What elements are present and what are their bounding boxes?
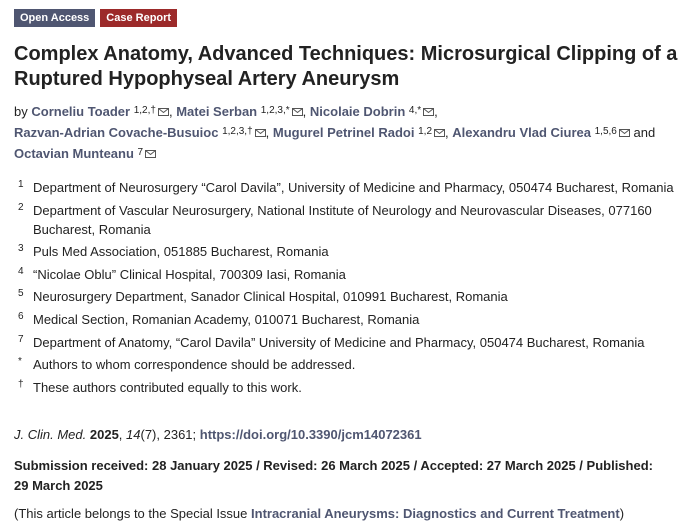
author-affiliation-sup: 1,2 xyxy=(418,126,433,137)
citation: J. Clin. Med. 2025, 14(7), 2361; https://doi.org/10.3390/jcm14072361 xyxy=(14,427,422,442)
author-affiliation-sup: 1,2,3,† xyxy=(222,126,253,137)
author-name-link[interactable]: Razvan-Adrian Covache-Busuioc xyxy=(14,125,219,140)
affiliation-text: These authors contributed equally to this work. xyxy=(33,379,302,395)
affiliation-number: 5 xyxy=(18,288,24,300)
author-affiliation-sup: 1,2,† xyxy=(133,105,156,116)
affiliation-item xyxy=(14,310,690,329)
author-item: Mugurel Petrinel Radoi $^{1,2}$ , xyxy=(272,125,449,140)
affiliation-number: 4 xyxy=(18,265,24,277)
special-issue-note xyxy=(14,505,624,523)
email-icon[interactable] xyxy=(423,108,434,116)
equal-contribution-note xyxy=(14,378,690,397)
article-title: Complex Anatomy, Advanced Techniques: Microsurgical Clipping of a Ruptured Hypophyseal Artery Aneurysm xyxy=(14,43,678,90)
publication-dates: Submission received: 28 January 2025 / Revised: 26 March 2025 / Accepted: 27 March 2025 / Published: 29 March 2025 xyxy=(14,458,653,493)
citation-year: 2025 xyxy=(89,427,119,442)
author-item: Razvan-Adrian Covache-Busuioc $^{1,2,3,\dagger}$ , xyxy=(14,125,270,140)
special-issue-prefix: (This article belongs to the Special Issue xyxy=(14,506,252,521)
affiliation-number: 6 xyxy=(18,310,24,322)
affiliation-item xyxy=(14,201,690,239)
author-name-link[interactable]: Matei Serban xyxy=(176,104,258,119)
author-affiliation-sup: 4,* xyxy=(408,105,422,116)
affiliation-item xyxy=(14,265,690,284)
author-item xyxy=(14,146,156,161)
journal-name: J. Clin. Med. xyxy=(14,427,87,442)
citation-issue: (7) xyxy=(140,427,157,442)
affiliation-item xyxy=(14,333,690,352)
affiliation-number: * xyxy=(18,356,22,368)
affiliation-number: 7 xyxy=(18,333,24,345)
doi-link[interactable]: https://doi.org/10.3390/jcm14072361 xyxy=(199,427,422,442)
affiliation-text: Neurosurgery Department, Sanador Clinical Hospital, 010991 Bucharest, Romania xyxy=(33,289,508,305)
author-name-link[interactable]: Alexandru Vlad Ciurea xyxy=(452,125,591,140)
special-issue-link[interactable]: Intracranial Aneurysms: Diagnostics and Current Treatment xyxy=(251,506,620,521)
open-access-badge[interactable]: Open Access xyxy=(14,9,95,27)
citation-pages: , 2361; xyxy=(156,427,200,442)
affiliation-item xyxy=(14,178,690,197)
affiliation-number: 3 xyxy=(18,243,24,255)
affiliation-text: Department of Neurosurgery “Carol Davila”, University of Medicine and Pharmacy, 050474 Bucharest, Romania xyxy=(33,180,674,195)
affiliation-item xyxy=(14,242,690,261)
affiliation-item xyxy=(14,287,690,306)
email-icon[interactable] xyxy=(619,129,630,137)
author-name-link[interactable]: Nicolaie Dobrin xyxy=(309,104,406,119)
email-icon[interactable] xyxy=(255,129,266,137)
author-affiliation-sup: 1,2,3,* xyxy=(260,105,290,116)
author-affiliation-sup: 7 xyxy=(137,147,144,158)
correspondence-note xyxy=(14,355,690,374)
author-item xyxy=(452,125,630,140)
author-name-link[interactable]: Corneliu Toader xyxy=(31,104,131,119)
by-label: by xyxy=(14,104,28,119)
email-icon[interactable] xyxy=(145,150,156,158)
affiliation-text: “Nicolae Oblu” Clinical Hospital, 700309 Iasi, Romania xyxy=(33,266,346,282)
email-icon[interactable] xyxy=(434,129,445,137)
affiliation-list xyxy=(14,178,690,400)
article-badges xyxy=(14,9,177,27)
affiliation-text: Department of Anatomy, “Carol Davila” University of Medicine and Pharmacy, 050474 Bucharest, Romania xyxy=(33,334,645,350)
author-affiliation-sup: 1,5,6 xyxy=(594,126,617,137)
affiliation-number: † xyxy=(18,378,24,390)
author-item: Matei Serban $^{1,2,3,*}$ , xyxy=(176,104,307,119)
author-list xyxy=(14,101,690,164)
email-icon[interactable] xyxy=(292,108,303,116)
affiliation-text: Puls Med Association, 051885 Bucharest, Romania xyxy=(33,244,329,260)
author-name-link[interactable]: Octavian Munteanu xyxy=(14,146,134,161)
affiliation-text: Medical Section, Romanian Academy, 010071 Bucharest, Romania xyxy=(33,311,420,327)
affiliation-text: Department of Vascular Neurosurgery, National Institute of Neurology and Neurovascular Diseases, 077160 Bucharest, Romania xyxy=(33,202,652,237)
citation-volume: 14 xyxy=(126,427,141,442)
affiliation-number: 2 xyxy=(18,201,24,213)
email-icon[interactable] xyxy=(158,108,169,116)
special-issue-suffix: ) xyxy=(619,506,625,521)
author-item: Corneliu Toader $^{1,2,\dagger}$ , xyxy=(31,104,173,119)
author-name-link[interactable]: Mugurel Petrinel Radoi xyxy=(272,125,415,140)
and-label: and xyxy=(633,125,656,140)
affiliation-number: 1 xyxy=(18,179,24,190)
case-report-badge[interactable]: Case Report xyxy=(100,9,177,27)
author-item: Nicolaie Dobrin $^{4,*}$ , xyxy=(309,104,438,119)
affiliation-text: Authors to whom correspondence should be addressed. xyxy=(33,357,356,373)
